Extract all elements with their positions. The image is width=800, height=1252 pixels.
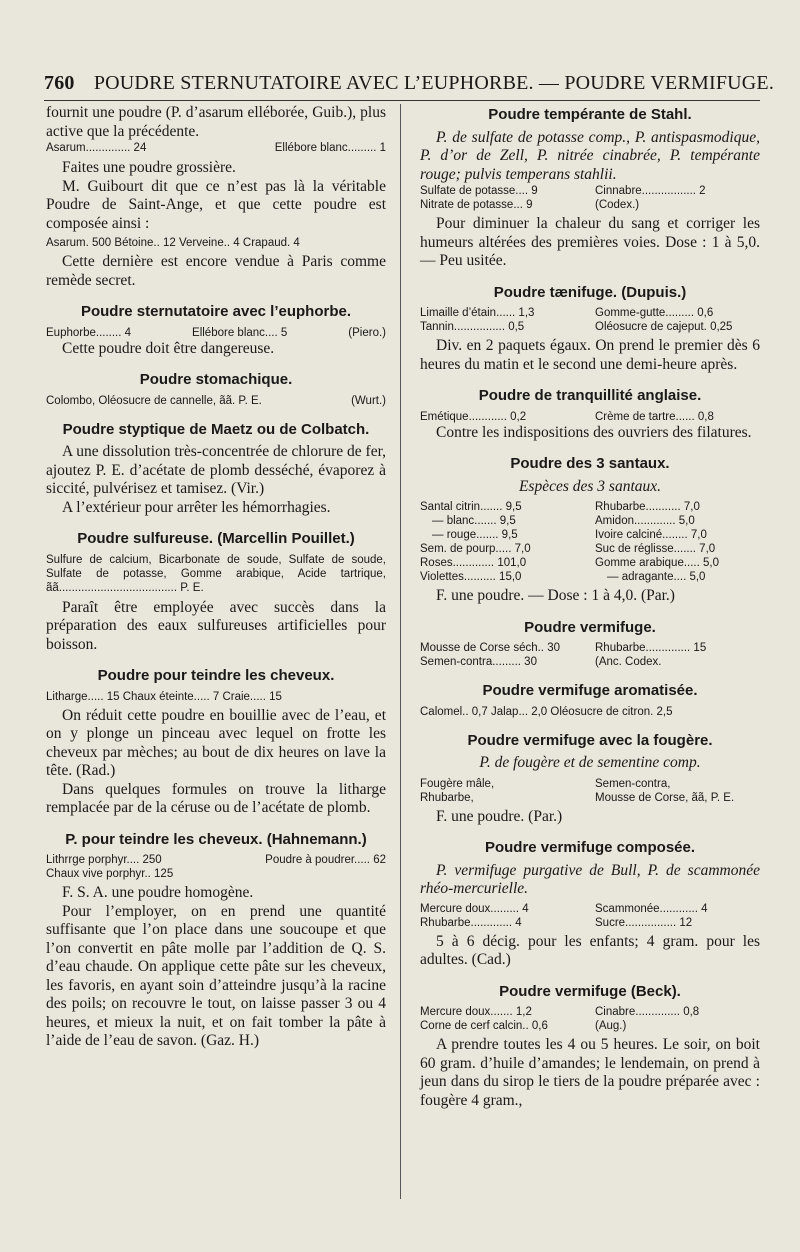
page-number: 760 [44,72,75,94]
paragraph: F. une poudre. — Dose : 1 à 4,0. (Par.) [436,587,675,604]
paragraph: Div. en 2 paquets égaux. On prend le premier dès 6 heures du matin et le second une demi-heure après. [420,337,760,373]
paragraph: Paraît être employée avec succès dans la préparation des eaux sulfureuses artificielles pour boisson. [46,598,386,653]
running-title: POUDRE STERNUTATOIRE AVEC L’EUPHORBE. — POUDRE VERMIFUGE. [93,72,775,94]
recipe-heading: Poudre sulfureuse. (Marcellin Pouillet.) [77,530,355,547]
recipe-heading: Poudre vermifuge avec la fougère. [467,731,713,749]
ingredient-row: Colombo, Oléosucre de cannelle, ãã. P. E. (Wurt.) [46,394,386,407]
recipe-heading: Poudre styptique de Maetz ou de Colbatch. [62,420,370,438]
paragraph: A prendre toutes les 4 ou 5 heures. Le soir, on boit 60 gram. d’huile d’amandes; le lendemain, on prend à jeun dans du sirop le tiers de la poudre préparée avec : fougère 4 gram., [420,1036,760,1109]
recipe-heading: Poudre tænifuge. (Dupuis.) [493,283,687,301]
recipe-heading: Poudre des 3 santaux. [510,455,670,472]
ingredient-table: Emétique............ 0,2 Crème de tartre...... 0,8 [420,410,714,423]
paragraph: F. S. A. une poudre homogène. [62,884,254,901]
recipe-heading: Poudre vermifuge (Beck). [499,982,681,1000]
ingredient-table: Mercure doux......... 4 Scammonée............ 4 Rhubarbe............. 4 Sucre................ 12 [420,902,708,929]
paragraph: M. Guibourt dit que ce n’est pas là la véritable Poudre de Saint-Ange, et que cette poudre est composée ainsi : [46,177,386,232]
recipe-heading: Poudre vermifuge. [524,618,656,636]
ingredient-row: Asarum.............. 24 Ellébore blanc......... 1 [46,142,386,154]
ingredient-table: Limaille d’étain...... 1,3 Gomme-gutte......... 0,6 Tannin................ 0,5 Oléosucre de cajeput. 0,25 [420,307,733,333]
ingredient-list: Sulfure de calcium, Bicarbonate de soude, Sulfate de soude, Sulfate de potasse, Gomme arabique, Acide tartrique, ãã..................................... P. E. [46,553,386,594]
synonyms: P. vermifuge purgative de Bull, P. de scammonée rhéo-mercurielle. [420,861,760,897]
ingredient-row: Calomel.. 0,7 Jalap... 2,0 Oléosucre de citron. 2,5 [420,705,673,718]
paragraph: fournit une poudre (P. d’asarum elléborée, Guib.), plus active que la précédente. [46,104,386,140]
ingredient-row: Euphorbe........ 4 Ellébore blanc.... 5 (Piero.) [46,326,386,339]
ingredient-table: Fougère mâle, Semen-contra, Rhubarbe, Mousse de Corse, ãã, P. E. [420,777,735,804]
ingredient-table: Mousse de Corse séch.. 30 Rhubarbe.............. 15 Semen-contra......... 30 (Anc. Codex. [420,642,707,668]
ingredient-table: Santal citrin....... 9,5 Rhubarbe........... 7,0 — blanc....... 9,5 Amidon............. 5,0 — rouge....... 9,5 Ivoire calciné........ 7,0 Sem. de pourp..... 7,0 Suc de réglisse....... 7,0 Roses............. 101,0 Gomme arabique..... 5,0 Violettes.......... 15,0 — adragante.... 5,0 [420,501,720,583]
paragraph: Cette poudre doit être dangereuse. [62,339,275,357]
recipe-heading: P. pour teindre les cheveux. (Hahnemann.) [65,830,367,848]
ingredient-row: Lithrrge porphyr.... 250 Poudre à poudrer..... 62 [46,854,386,866]
recipe-heading: Poudre tempérante de Stahl. [488,106,692,123]
ingredient-row: Chaux vive porphyr.. 125 [46,868,174,880]
paragraph: On réduit cette poudre en bouillie avec de l’eau, et on y plonge un pinceau avec lequel on frotte les cheveux par mèches; au bout de dix heures on lave la tête. (Rad.) [46,706,386,779]
recipe-heading: Poudre vermifuge composée. [484,839,696,856]
paragraph: Dans quelques formules on trouve la litharge remplacée par de la céruse ou de l’acétate de plomb. [46,780,386,816]
ingredient-row: Litharge..... 15 Chaux éteinte..... 7 Craie..... 15 [46,690,282,703]
header-rule [44,100,760,101]
paragraph: A une dissolution très-concentrée de chlorure de fer, ajoutez P. E. d’acétate de plomb desséché, évaporez à siccité, pulvérisez et tamisez. (Vir.) [46,443,386,497]
paragraph: Pour diminuer la chaleur du sang et corriger les humeurs altérées des premières voies. Dose : 1 à 5,0. — Peu usitée. [420,215,760,269]
recipe-subtitle: Espèces des 3 santaux. [518,477,662,495]
right-column [420,104,760,1110]
recipe-heading: Poudre sternutatoire avec l’euphorbe. [80,303,352,320]
column-divider [400,104,401,1199]
recipe-heading: Poudre de tranquillité anglaise. [478,387,702,404]
synonyms: P. de sulfate de potasse comp., P. antispasmodique, P. d’or de Zell, P. nitrée cinabrée, P. tempérante rouge; pulvis temperans stahlii. [420,128,760,183]
ingredient-row: Asarum. 500 Bétoine.. 12 Verveine.. 4 Crapaud. 4 [46,237,300,249]
recipe-heading: Poudre pour teindre les cheveux. [97,667,335,684]
paragraph: Cette dernière est encore vendue à Paris comme remède secret. [46,253,386,289]
left-column [46,104,386,1051]
ingredient-table: Sulfate de potasse.... 9 Cinnabre................. 2 Nitrate de potasse... 9 (Codex.) [420,185,706,211]
paragraph: F. une poudre. (Par.) [436,807,563,825]
recipe-heading: Poudre stomachique. [139,371,293,388]
paragraph: 5 à 6 décig. pour les enfants; 4 gram. pour les adultes. (Cad.) [420,932,760,968]
recipe-heading: Poudre vermifuge aromatisée. [482,682,698,699]
recipe-subtitle: P. de fougère et de sementine comp. [479,754,701,771]
paragraph: Contre les indispositions des ouvriers des filatures. [436,423,752,441]
ingredient-table: Mercure doux....... 1,2 Cinabre.............. 0,8 Corne de cerf calcin.. 0,6 (Aug.) [420,1006,700,1032]
paragraph: A l’extérieur pour arrêter les hémorrhagies. [62,498,331,516]
running-header [44,72,775,95]
paragraph: Pour l’employer, on en prend une quantité suffisante que l’on place dans une soucoupe et que l’on convertit en pâte molle par l’addition de Q. S. d’eau chaude. On applique cette pâte sur les cheveux, les favoris, en ayant soin d’atteindre jusqu’à la racine des poils; on recouvre le tout, on laisse passer 3 ou 4 heures, et mieux la nuit, et on fait tomber la pâte à l’aide de l’eau de savon. (Gaz. H.) [46,902,386,1049]
paragraph: Faites une poudre grossière. [62,159,236,176]
